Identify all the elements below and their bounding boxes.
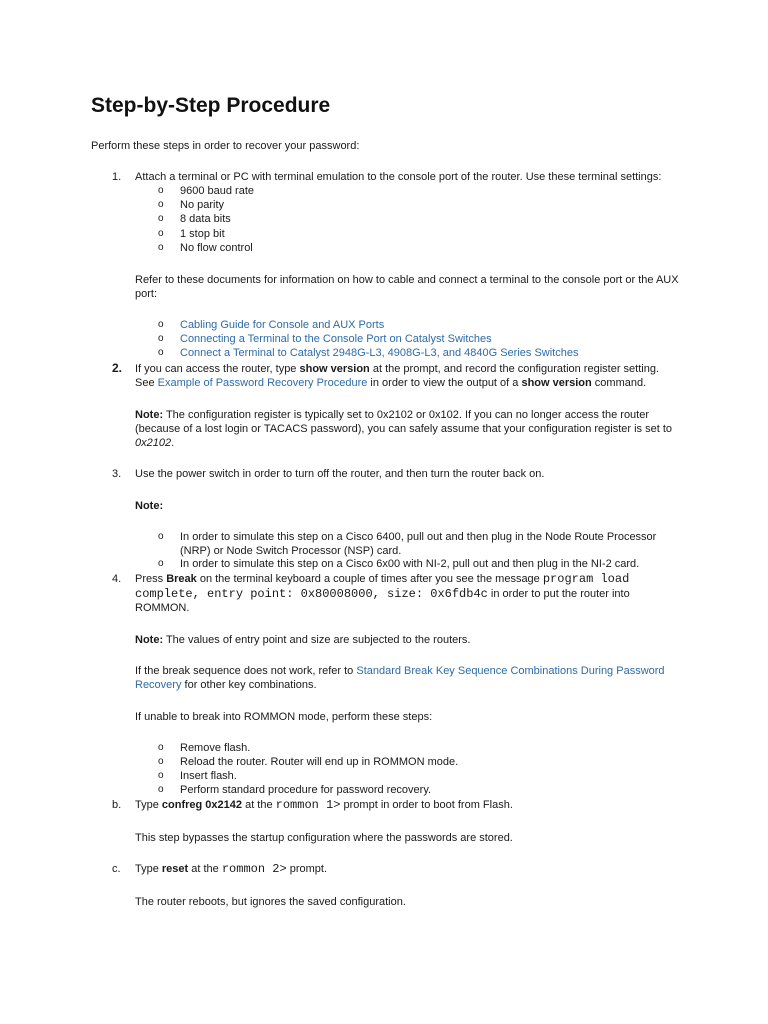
setting-item: 9600 baud rate [180,185,255,197]
step-number: c. [112,863,121,875]
step-number: 1. [112,171,122,183]
step-b-text: Type confreg 0x2142 at the rommon 1> prompt in order to boot from Flash. [135,798,513,812]
intro-text: Perform these steps in order to recover your password: [91,140,360,152]
bullet: o [158,333,164,344]
setting-item: 1 stop bit [180,228,225,240]
step-c-text: Type reset at the rommon 2> prompt. [135,862,328,876]
bullet: o [158,213,164,224]
step-number: 4. [112,573,122,585]
step-4-note: Note: The values of entry point and size are subjected to the routers. [135,634,471,646]
step-number: 2. [112,361,123,375]
bullet: o [158,242,164,253]
bullet: o [158,784,164,795]
bullet: o [158,558,164,569]
unable-text: If unable to break into ROMMON mode, perform these steps: [135,711,433,723]
note-item: In order to simulate this step on a Cisco 6x00 with NI-2, pull out and then plug in the NI-2 card. [180,558,640,570]
bullet: o [158,347,164,358]
step-c-desc: The router reboots, but ignores the saved configuration. [135,896,406,908]
link-break-key-combinations[interactable]: Standard Break Key Sequence Combinations During Password Recovery [135,665,665,691]
bullet: o [158,756,164,767]
rommon-step: Remove flash. [180,742,251,754]
link-connecting-terminal[interactable]: Connecting a Terminal to the Console Port on Catalyst Switches [180,333,492,345]
link-connect-catalyst[interactable]: Connect a Terminal to Catalyst 2948G-L3, 4908G-L3, and 4840G Series Switches [180,347,579,359]
rommon-step: Perform standard procedure for password recovery. [180,784,432,796]
step-number: 3. [112,468,122,480]
step-b-desc: This step bypasses the startup configuration where the passwords are stored. [135,832,513,844]
step-3-text: Use the power switch in order to turn off the router, and then turn the router back on. [135,468,545,480]
break-text: If the break sequence does not work, refer to Standard Break Key Sequence Combinations During Password Recovery for other key combinations. [135,665,665,691]
page-title: Step-by-Step Procedure [91,94,331,117]
bullet: o [158,319,164,330]
setting-item: No flow control [180,242,253,254]
bullet: o [158,742,164,753]
setting-item: No parity [180,199,225,211]
note-item: In order to simulate this step on a Cisco 6400, pull out and then plug in the Node Route Processor (NRP) or Node Switch Processor (NSP) card. [180,531,657,557]
step-2-text: If you can access the router, type show version at the prompt, and record the configuration register setting. See Example of Password Recovery Procedure in order to view the output of a show version command. [135,363,659,389]
link-password-recovery-example[interactable]: Example of Password Recovery Procedure [157,377,368,389]
bullet: o [158,770,164,781]
step-number: b. [112,799,122,811]
rommon-step: Reload the router. Router will end up in ROMMON mode. [180,756,459,768]
rommon-step: Insert flash. [180,770,237,782]
note-label: Note: [135,500,164,512]
step-1-text: Attach a terminal or PC with terminal emulation to the console port of the router. Use these terminal settings: [135,171,662,183]
bullet: o [158,185,164,196]
bullet: o [158,228,164,239]
step-4-text: Press Break on the terminal keyboard a couple of times after you see the message program load complete, entry point: 0x80008000, size: 0x6fdb4c in order to put the router into ROMMON. [135,572,630,614]
step-2-note: Note: The configuration register is typically set to 0x2102 or 0x102. If you can no longer access the router (because of a lost login or TACACS password), you can safely assume that your configuration register is set to 0x2102. [135,409,673,449]
setting-item: 8 data bits [180,213,231,225]
refer-text: Refer to these documents for information on how to cable and connect a terminal to the console port or the AUX port: [135,274,679,300]
bullet: o [158,199,164,210]
bullet: o [158,531,164,542]
link-cabling-guide[interactable]: Cabling Guide for Console and AUX Ports [180,319,385,331]
